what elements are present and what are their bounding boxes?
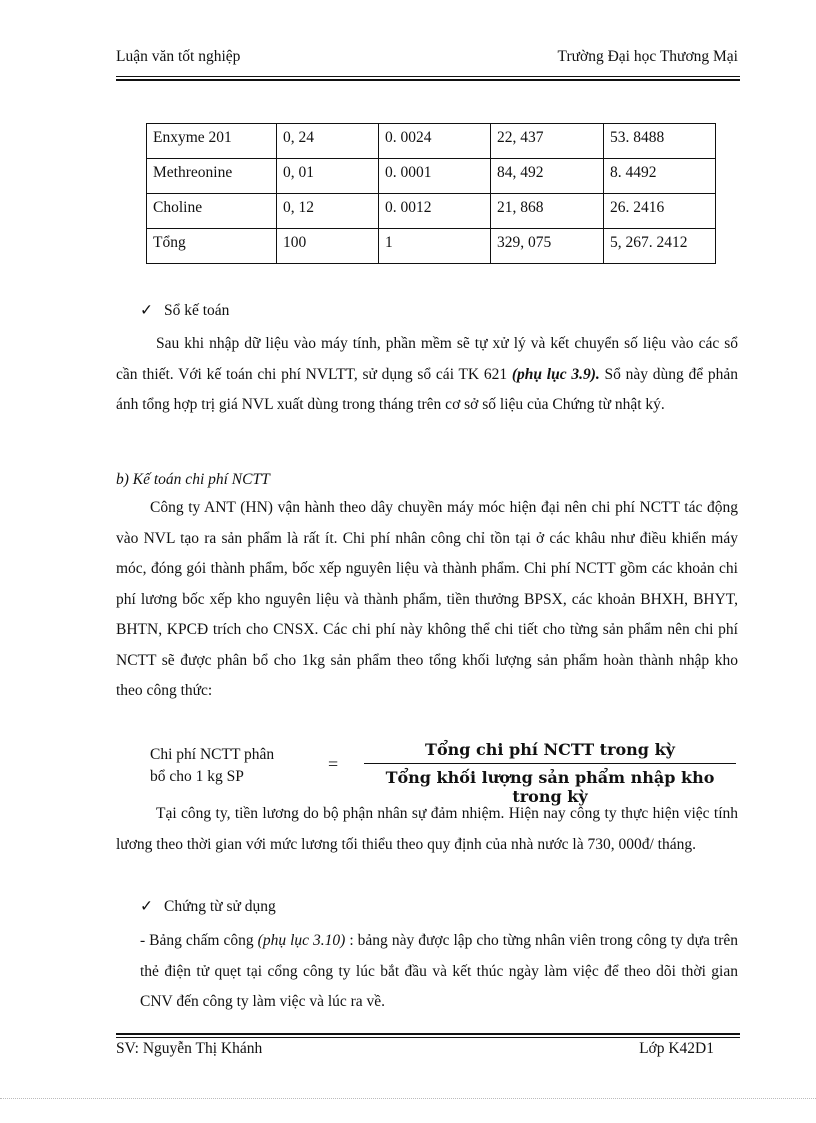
footer-left: SV: Nguyễn Thị Khánh: [116, 1040, 263, 1057]
table-row: [147, 159, 716, 194]
header-right: Trường Đại học Thương Mại: [557, 48, 738, 65]
paragraph-so-ke-toan: [116, 329, 738, 421]
table-cell: 0. 0012: [379, 194, 491, 229]
table-cell: Tổng: [147, 229, 277, 264]
formula-left-side: [150, 744, 274, 788]
header-rule-thick: [116, 79, 740, 81]
bullet-label: Sổ kế toán: [164, 302, 230, 319]
table-cell: 8. 4492: [604, 159, 716, 194]
formula-equals: =: [328, 754, 339, 774]
table-cell: Methreonine: [147, 159, 277, 194]
header-rule: [116, 76, 740, 77]
table-cell: 53. 8488: [604, 124, 716, 159]
appendix-reference: (phụ lục 3.9).: [511, 365, 600, 383]
table-row: [147, 229, 716, 264]
table-cell: 0, 01: [277, 159, 379, 194]
bullet-so-ke-toan: [140, 298, 229, 324]
check-mark-icon: ✓: [140, 302, 153, 319]
formula-denominator: Tổng khối lượng sản phẩm nhập kho trong kỳ: [385, 768, 715, 806]
table-cell: 22, 437: [491, 124, 604, 159]
paragraph-text: : bảng này được lập cho từng nhân viên trong công ty dựa trên thẻ điện tử quẹt tại cổng công ty lúc bắt đầu và kết thúc ngày làm việc để theo dõi thời gian CNV đến công ty làm việc và lúc ra về.: [140, 932, 738, 1010]
formula-fraction: [364, 740, 736, 806]
paragraph-text: Sau khi nhập dữ liệu vào máy tính, phần mềm sẽ tự xử lý và kết chuyển số liệu vào các sổ cần thiết. Với kế toán chi phí NVLTT, sử dụng sổ cái TK 621: [116, 335, 738, 383]
table-row: [147, 124, 716, 159]
paragraph-tien-luong: Tại công ty, tiền lương do bộ phận nhân sự đảm nhiệm. Hiện nay công ty thực hiện việc tính lương theo thời gian với mức lương tối thiểu theo quy định của nhà nước là 730, 000đ/ tháng.: [116, 805, 738, 853]
formula-left-line: bổ cho 1 kg SP: [150, 768, 244, 785]
table-cell: 5, 267. 2412: [604, 229, 716, 264]
formula-numerator: Tổng chi phí NCTT trong kỳ: [364, 740, 736, 764]
section-heading-b: b) Kế toán chi phí NCTT: [116, 471, 270, 488]
table-cell: Choline: [147, 194, 277, 229]
table-cell: 1: [379, 229, 491, 264]
table-cell: 329, 075: [491, 229, 604, 264]
footer-rule-thick: [116, 1033, 740, 1035]
paragraph-text: - Bảng chấm công: [140, 932, 258, 949]
table-cell: 84, 492: [491, 159, 604, 194]
table-cell: 21, 868: [491, 194, 604, 229]
cost-table: [146, 123, 716, 264]
appendix-reference: (phụ lục 3.10): [257, 932, 346, 949]
table-cell: 100: [277, 229, 379, 264]
header-left: Luận văn tốt nghiệp: [116, 48, 241, 65]
table-cell: 0, 12: [277, 194, 379, 229]
footer-rule: [116, 1037, 740, 1038]
footer-right: Lớp K42D1: [639, 1040, 714, 1057]
table-cell: Enxyme 201: [147, 124, 277, 159]
table-cell: 0, 24: [277, 124, 379, 159]
page-edge-dotted-line: [0, 1098, 816, 1099]
table-cell: 0. 0001: [379, 159, 491, 194]
paragraph-bang-cham-cong: [140, 926, 738, 1018]
table-cell: 0. 0024: [379, 124, 491, 159]
page-header: [116, 48, 738, 70]
formula-left-line: Chi phí NCTT phân: [150, 746, 275, 763]
bullet-label: Chứng từ sử dụng: [164, 898, 276, 915]
check-mark-icon: ✓: [140, 898, 153, 915]
table-row: [147, 194, 716, 229]
paragraph-text: Sổ này dùng để phản ánh tổng hợp trị giá NVL xuất dùng trong tháng trên cơ sở số liệu của Chứng từ nhật ký.: [116, 365, 738, 413]
paragraph-nctt: Công ty ANT (HN) vận hành theo dây chuyền máy móc hiện đại nên chi phí NCTT tác động vào NVL tạo ra sản phẩm là rất ít. Chi phí nhân công chỉ tồn tại ở các khâu như điều khiển máy móc, đóng gói thành phẩm, bốc xếp nguyên liệu và thành phẩm. Chi phí NCTT gồm các khoản chi phí lương bốc xếp kho nguyên liệu và thành phẩm, tiền thưởng BPSX, các khoản BHXH, BHYT, BHTN, KPCĐ trích cho CNSX. Các chi phí này không thể chi tiết cho từng sản phẩm nên chi phí NCTT sẽ được phân bổ cho 1kg sản phẩm theo tổng khối lượng sản phẩm hoàn thành nhập kho theo công thức:: [116, 499, 738, 699]
table-cell: 26. 2416: [604, 194, 716, 229]
bullet-chung-tu: [140, 894, 276, 920]
